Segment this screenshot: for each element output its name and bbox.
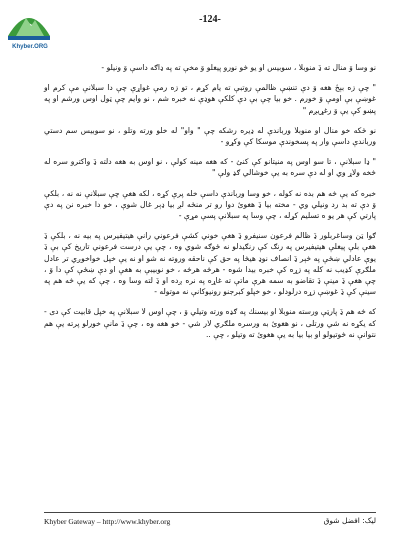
paragraph: كه څه هم ډَ پارټې ورسته منوبلا او بيسنك په ګډه ورته وتيلي وَ ، چې اوس لا سبلانې په خپل قابيت كې دی - كه يكړه نه شي ورتلی ، نو هغوئ به ورسره ملګري لار شي - خو هغه وه ، چې ډَ مانې خورلو پرته يې هم نتوانې نه څوتيولو او بيا بيا به يې هغوئ ته وتيلو ، چې .. — [44, 307, 376, 339]
paragraph: نو ځكه خو منال او منوبلا ورباندې له ډيره رشكه چې " واو" له خلو ورته وتلو ، نو سوبيس سم دستي ورباندې داسې وار په پسخوندې موسكا كې وكړو - — [44, 125, 376, 147]
paragraph: نو وسا وَ منال ته ډَ منوبلا ، سوبيس او يو څو نورو پيغلو وَ مخې ته په ډاګه داسې وَ ونيلو - — [101, 63, 376, 72]
paragraph: " ډا سبلانې ، تا سو اوس په منيتانو كې كنئ - كه هغه مينه كولې ، نو اوس به هغه دلته ډَ واكترو سره له څخه ولاړ وي او له دې سره به يې خوشالي ګډ ولې " — [44, 157, 376, 178]
paragraph: " چې زه بېځ هغه وَ دې تنښې ظالمې روتبې ته يام كړم ، تو زه رمې غواړې چې دا سبلانې مې كرم او غوښې بې اومې وَ خورم . خو بيا چې بې دې كلكې هوډې نه خبره شم ، نو وايم چې ټول اوس ورشم او په پښو كې يې وَ رغړيږم " — [44, 83, 376, 115]
document-body — [44, 62, 376, 349]
page-number: -124- — [199, 14, 221, 25]
footer-divider — [44, 512, 376, 513]
paragraph: خبره كه يې څه هم بده نه كوله ، خو وسا ورباندې داسې خله پرې كړه ، لكه هغې چې سبلانې نه نه ، بلكې وَ دې ته بد رد ونيلي وي - مخته بيا ډَ هغوئ دوا رو تر منځه لږ بيا ډېر غال شوې ، خو دا خبره نن په دې پارتي كې هر يو ه تسليم كړله ، چې وسا په سبلانې پسې مړې - — [44, 188, 376, 221]
mountain-logo-icon — [6, 6, 52, 44]
site-logo — [6, 6, 52, 48]
logo-caption: Khyber.ORG — [12, 44, 48, 50]
footer-author: ليک: افضل شوق — [323, 516, 376, 525]
paragraph: ګوا ټن وساغربلور ډَ ظالم فرعون سنيفرو ډَ هغې خوني كشې فرعوني رانې هيتيفيرس په بيه نه ، بلكې ډَ هغې بلې پيغلې هيتيفيرس په رنګ كې رنګيدلو نه ځوګه شوي وه ، چې يې درست فرعوني تاريخ كې بې ډَ يوې عادلي ښځې په څېر ډَ انصاف نوډ هيڅا په حق كې ناحقه وروته نه شو او نه يې خپل خواخوږي تر عادل ملګرې كډيب نه كله په زړه كې خبره بيدا شوه - هرڅه هرڅه ، خو نوبيبې به هغې او دې ښځې كې دا وَ ، چې هغې ډَ مينې ډَ تقاضو به سمه هرې ماتې ته غاړه په نره ږده او ډَ لته وسا وه ، چې كه يې څه هم په سينې كې ډَ غوښې زړه درلودلو ، خو خپلو كبرجنو رونيوكانې نه موتوله - — [44, 231, 376, 297]
footer-site-link[interactable]: Khyber Gateway – http://www.khyber.org — [44, 517, 171, 526]
